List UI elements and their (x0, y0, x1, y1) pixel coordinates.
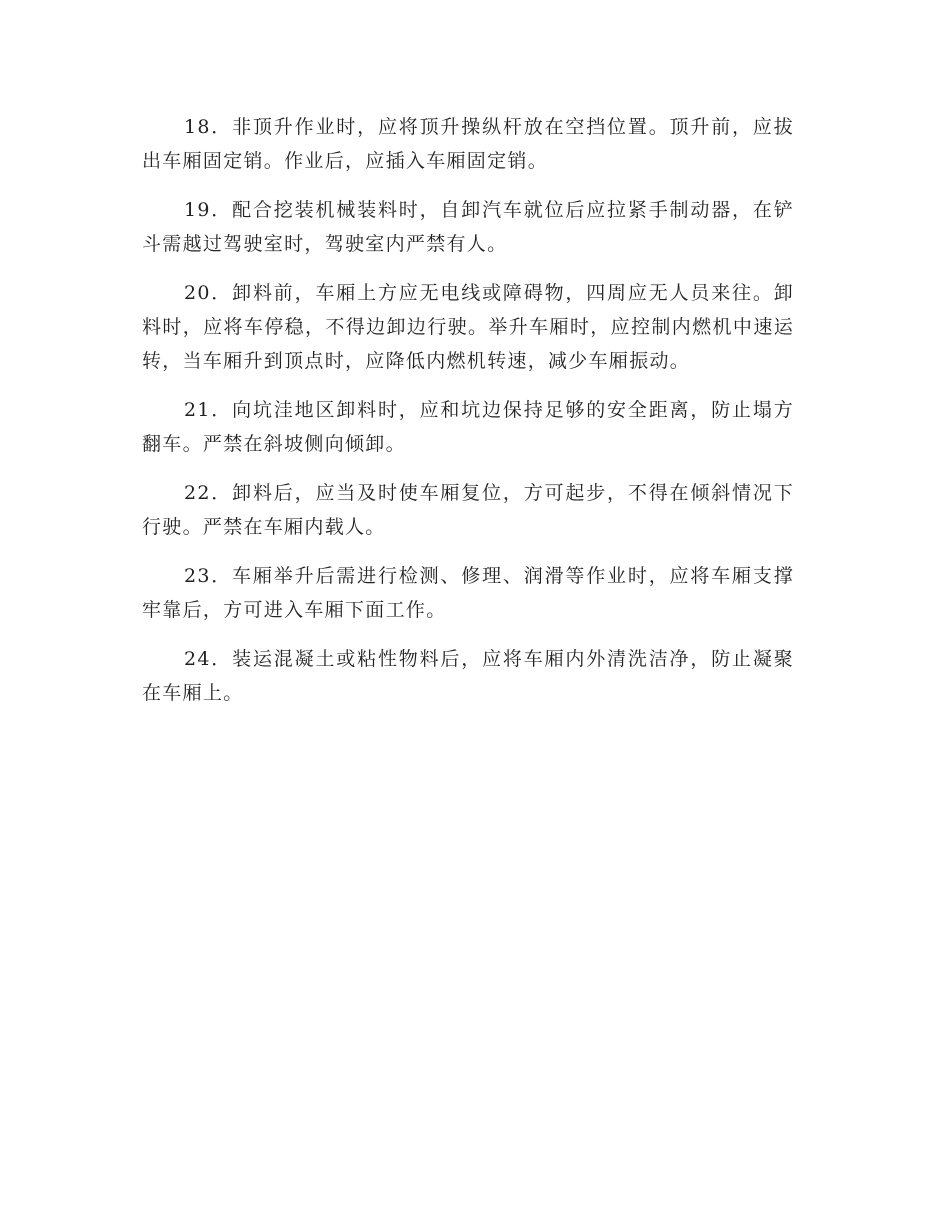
paragraph-item-19: 19．配合挖装机械装料时，自卸汽车就位后应拉紧手制动器，在铲斗需越过驾驶室时，驾驶室内严禁有人。 (142, 199, 794, 255)
paragraph-item-22: 22．卸料后，应当及时使车厢复位，方可起步，不得在倾斜情况下行驶。严禁在车厢内载人。 (142, 482, 794, 538)
document-body (142, 110, 794, 725)
paragraph-item-18: 18．非顶升作业时，应将顶升操纵杆放在空挡位置。顶升前，应拔出车厢固定销。作业后，应插入车厢固定销。 (142, 116, 794, 172)
paragraph-item-21: 21．向坑洼地区卸料时，应和坑边保持足够的安全距离，防止塌方翻车。严禁在斜坡侧向倾卸。 (142, 399, 794, 455)
paragraph-item-24: 24．装运混凝土或粘性物料后，应将车厢内外清洗洁净，防止凝聚在车厢上。 (142, 648, 794, 704)
paragraph-item-20: 20．卸料前，车厢上方应无电线或障碍物，四周应无人员来往。卸料时，应将车停稳，不得边卸边行驶。举升车厢时，应控制内燃机中速运转，当车厢升到顶点时，应降低内燃机转速，减少车厢振动。 (142, 282, 794, 372)
paragraph-item-23: 23．车厢举升后需进行检测、修理、润滑等作业时，应将车厢支撑牢靠后，方可进入车厢下面工作。 (142, 565, 794, 621)
